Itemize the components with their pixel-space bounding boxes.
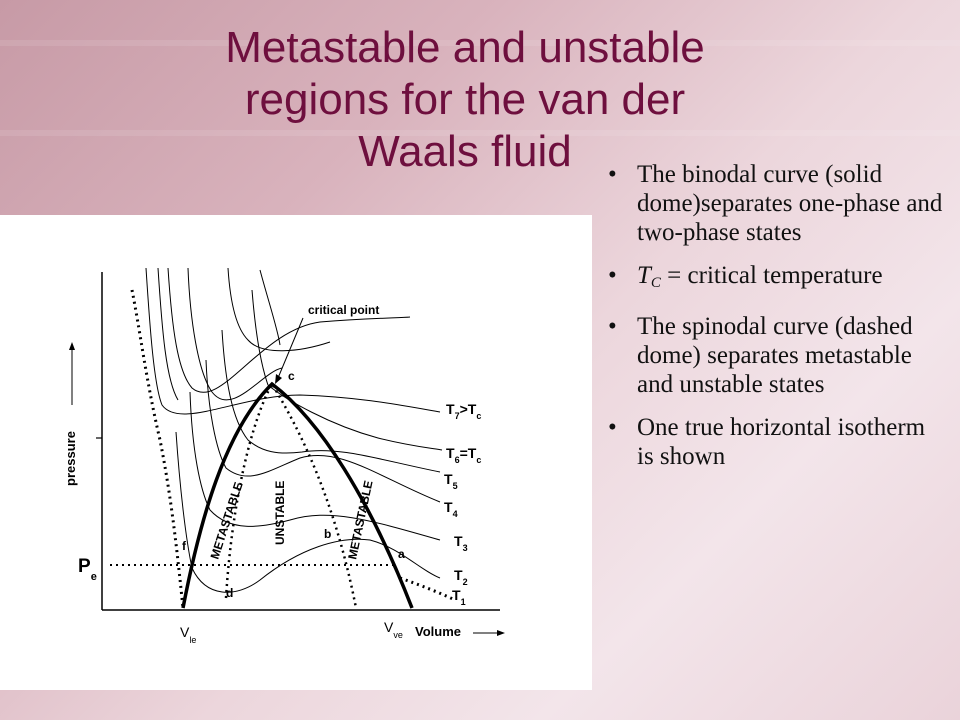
isotherm-label-T5 bbox=[444, 471, 458, 491]
bullet-tc-symbol: T bbox=[637, 262, 651, 289]
isotherm-label-T2 bbox=[454, 567, 468, 587]
isotherm-label-T7 bbox=[446, 401, 481, 421]
t-sub: 6 bbox=[454, 455, 460, 465]
x-axis-label: Volume bbox=[415, 624, 461, 639]
bullet-item bbox=[608, 160, 948, 247]
t-main: T bbox=[444, 471, 453, 487]
t-sub: 7 bbox=[454, 411, 460, 421]
isotherm-labels bbox=[444, 401, 481, 607]
isotherm-upper-e bbox=[260, 270, 280, 345]
t-sub: 5 bbox=[452, 481, 458, 491]
t-main: T bbox=[454, 533, 463, 549]
pe-label-sub: e bbox=[90, 571, 97, 583]
point-c-label: c bbox=[288, 369, 295, 383]
t-rest: =T bbox=[459, 445, 477, 461]
t-main: T bbox=[446, 401, 455, 417]
title-line: Waals fluid bbox=[358, 127, 572, 176]
t-sub: 2 bbox=[462, 577, 468, 587]
t-main: T bbox=[452, 587, 461, 603]
critical-point-label: critical point bbox=[308, 303, 380, 317]
isotherm-upper-b bbox=[188, 268, 282, 400]
bullet-text: One true horizontal isotherm is shown bbox=[637, 414, 926, 470]
bullet-dot: • bbox=[608, 262, 617, 289]
t-sub: 1 bbox=[460, 597, 466, 607]
phase-diagram-panel bbox=[0, 215, 592, 690]
bullet-dot: • bbox=[608, 414, 617, 441]
slide-title bbox=[150, 22, 780, 178]
metastable-right-label: METASTABLE bbox=[345, 479, 376, 561]
t-main: T bbox=[446, 445, 455, 461]
bullet-text: The spinodal curve (dashed dome) separates metastable and unstable states bbox=[637, 313, 913, 398]
isotherm-label-T4 bbox=[444, 499, 458, 519]
t-main: T bbox=[454, 567, 463, 583]
isotherm-label-T6 bbox=[446, 445, 481, 465]
vle-label-main: V bbox=[180, 624, 190, 640]
metastable-left-label: METASTABLE bbox=[207, 480, 246, 561]
pe-label-main: P bbox=[78, 556, 91, 577]
bullet-list bbox=[608, 160, 948, 485]
t-rest: >T bbox=[459, 401, 477, 417]
binodal-curve bbox=[183, 384, 412, 608]
isotherm-label-T1 bbox=[452, 587, 466, 607]
bullet-item bbox=[608, 312, 948, 399]
bullet-dot: • bbox=[608, 313, 617, 340]
vve-label-sub: ve bbox=[393, 630, 403, 640]
bullet-tc-subscript: C bbox=[650, 275, 661, 291]
bullet-text: = critical temperature bbox=[660, 262, 883, 289]
vle-label-sub: le bbox=[189, 635, 197, 645]
title-line: regions for the van der bbox=[244, 75, 686, 124]
y-axis-label: pressure bbox=[63, 431, 78, 486]
t-rest-sub: c bbox=[476, 455, 482, 465]
isotherm-T4 bbox=[206, 360, 440, 502]
isotherm-label-T3 bbox=[454, 533, 468, 553]
title-line: Metastable and unstable bbox=[225, 23, 705, 72]
bullet-text: The binodal curve (solid dome)separates one-phase and two-phase states bbox=[637, 161, 943, 246]
vve-label bbox=[384, 619, 403, 640]
vve-label-main: V bbox=[384, 619, 394, 635]
y-axis-arrowhead bbox=[69, 342, 75, 350]
bullet-item bbox=[608, 413, 948, 471]
isotherms bbox=[146, 268, 442, 592]
phase-diagram bbox=[0, 215, 592, 690]
t-main: T bbox=[444, 499, 453, 515]
t-sub: 4 bbox=[452, 509, 458, 519]
vle-label bbox=[180, 624, 196, 645]
point-a-label: a bbox=[398, 547, 405, 561]
x-axis-arrowhead bbox=[497, 630, 505, 636]
bullet-item bbox=[608, 261, 948, 298]
point-d-label: d bbox=[226, 586, 234, 600]
pe-label bbox=[78, 556, 97, 583]
bullet-dot: • bbox=[608, 161, 617, 188]
point-f-label: f bbox=[182, 539, 186, 553]
t-sub: 3 bbox=[462, 543, 468, 553]
t-rest-sub: c bbox=[476, 411, 482, 421]
isotherm-upper-d bbox=[158, 268, 178, 400]
point-b-label: b bbox=[324, 527, 332, 541]
unstable-label: UNSTABLE bbox=[273, 480, 287, 545]
